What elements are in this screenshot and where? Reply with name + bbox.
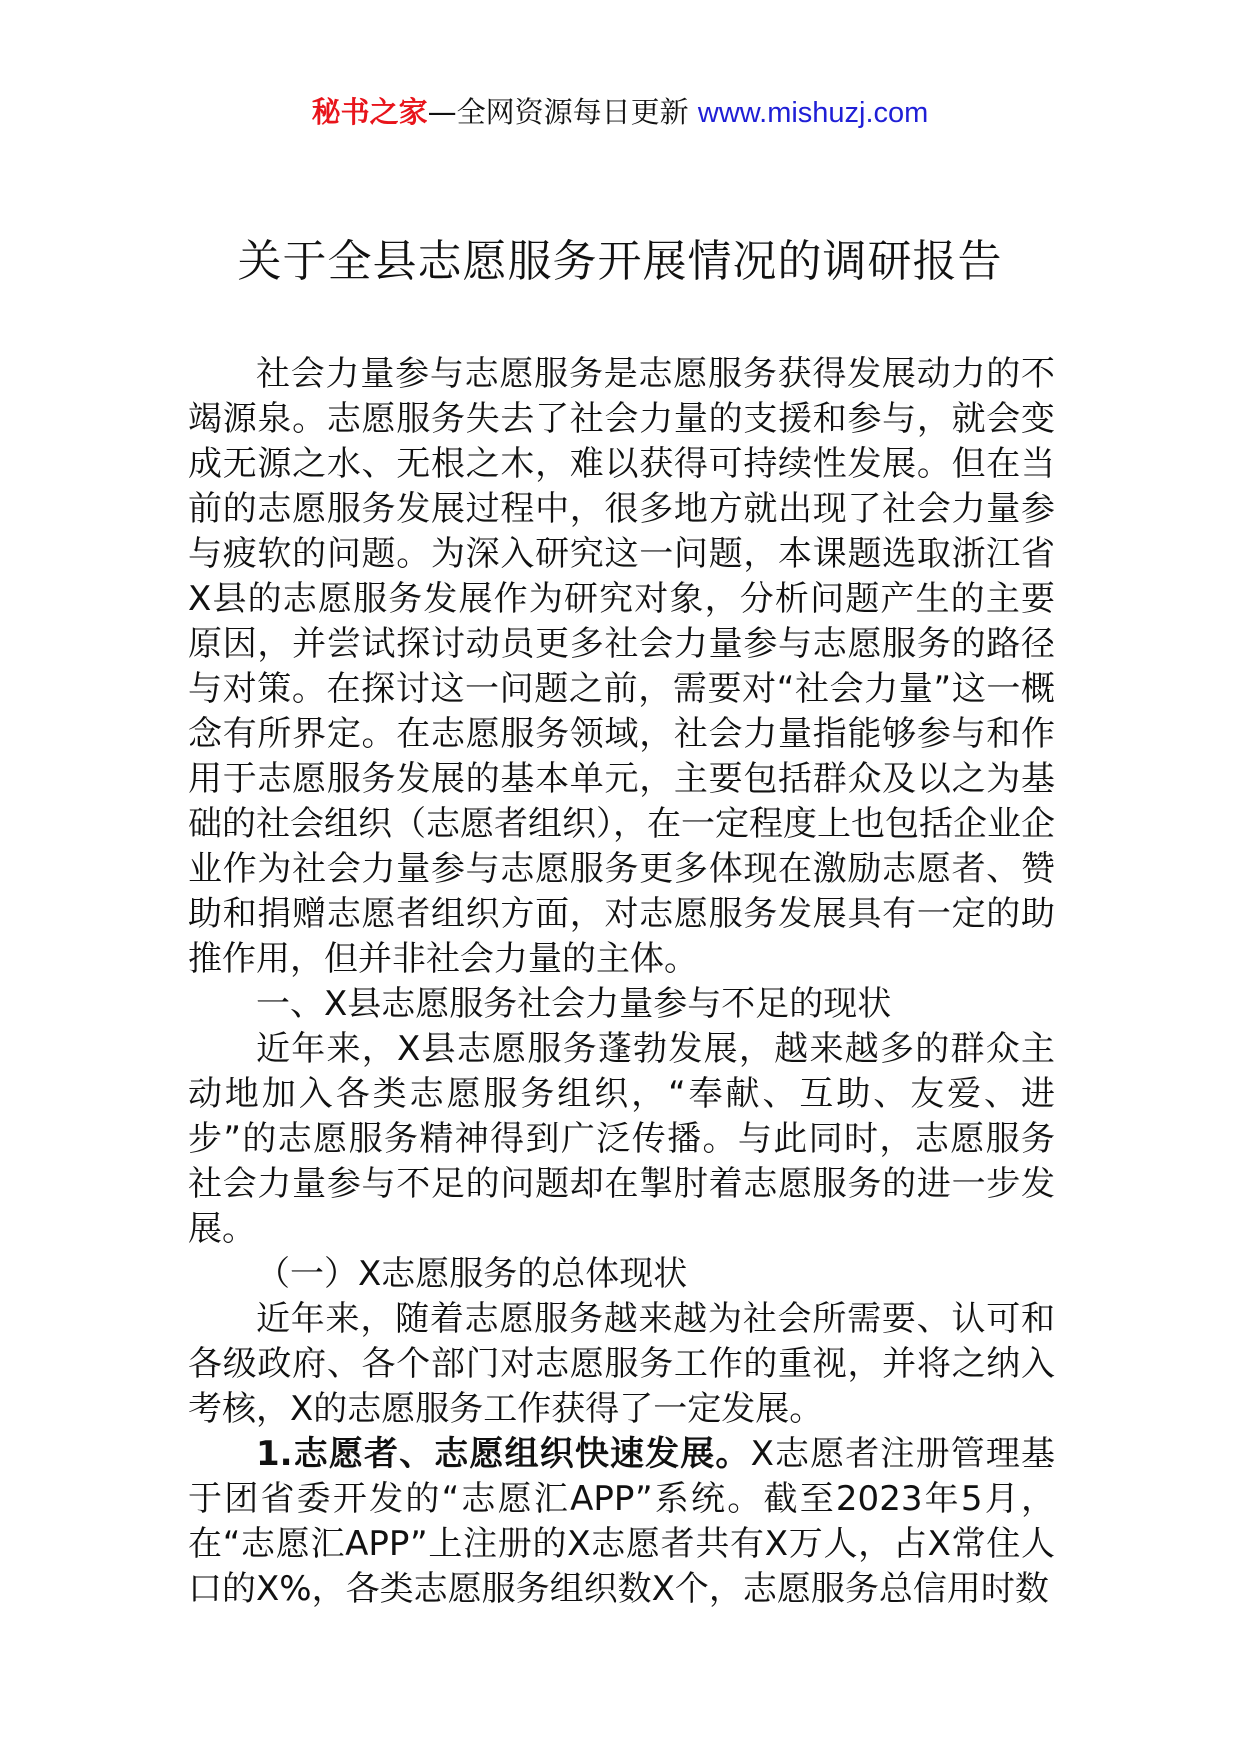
- document-title: 关于全县志愿服务开展情况的调研报告: [237, 236, 1003, 287]
- numbered-paragraph: [188, 1432, 1055, 1612]
- brand-name: 秘书之家: [311, 95, 428, 129]
- body-paragraph: 近年来，X县志愿服务蓬勃发展，越来越多的群众主动地加入各类志愿服务组织，“奉献、互助、友爱、进步”的志愿服务精神得到广泛传播。与此同时，志愿服务社会力量参与不足的问题却在掣肘着志愿服务的进一步发展。: [188, 1029, 1055, 1249]
- bold-lead: 1.志愿者、志愿组织快速发展。: [256, 1434, 751, 1474]
- subsection-heading-1: （一）X志愿服务的总体现状: [256, 1254, 688, 1294]
- watermark-header: [0, 92, 1240, 133]
- header-tagline: —全网资源每日更新: [427, 95, 689, 129]
- document-body: [188, 352, 1055, 1612]
- body-paragraph: 近年来，随着志愿服务越来越为社会所需要、认可和各级政府、各个部门对志愿服务工作的重视，并将之纳入考核，X的志愿服务工作获得了一定发展。: [188, 1299, 1055, 1429]
- section-heading-1: 一、X县志愿服务社会力量参与不足的现状: [256, 984, 892, 1024]
- website-url[interactable]: www.mishuzj.com: [697, 97, 929, 129]
- paragraph-text: X志愿者注册管理基于团省委开发的“志愿汇APP”系统。截至2023年5月，在“志愿汇APP”上注册的X志愿者共有X万人，占X常住人口的X%，各类志愿服务组织数X个，志愿服务总信用时数: [188, 1434, 1055, 1609]
- intro-paragraph: 社会力量参与志愿服务是志愿服务获得发展动力的不竭源泉。志愿服务失去了社会力量的支援和参与，就会变成无源之水、无根之木，难以获得可持续性发展。但在当前的志愿服务发展过程中，很多地方就出现了社会力量参与疲软的问题。为深入研究这一问题，本课题选取浙江省X县的志愿服务发展作为研究对象，分析问题产生的主要原因，并尝试探讨动员更多社会力量参与志愿服务的路径与对策。在探讨这一问题之前，需要对“社会力量”这一概念有所界定。在志愿服务领域，社会力量指能够参与和作用于志愿服务发展的基本单元，主要包括群众及以之为基础的社会组织（志愿者组织），在一定程度上也包括企业企业作为社会力量参与志愿服务更多体现在激励志愿者、赞助和捐赠志愿者组织方面，对志愿服务发展具有一定的助推作用，但并非社会力量的主体。: [188, 354, 1055, 979]
